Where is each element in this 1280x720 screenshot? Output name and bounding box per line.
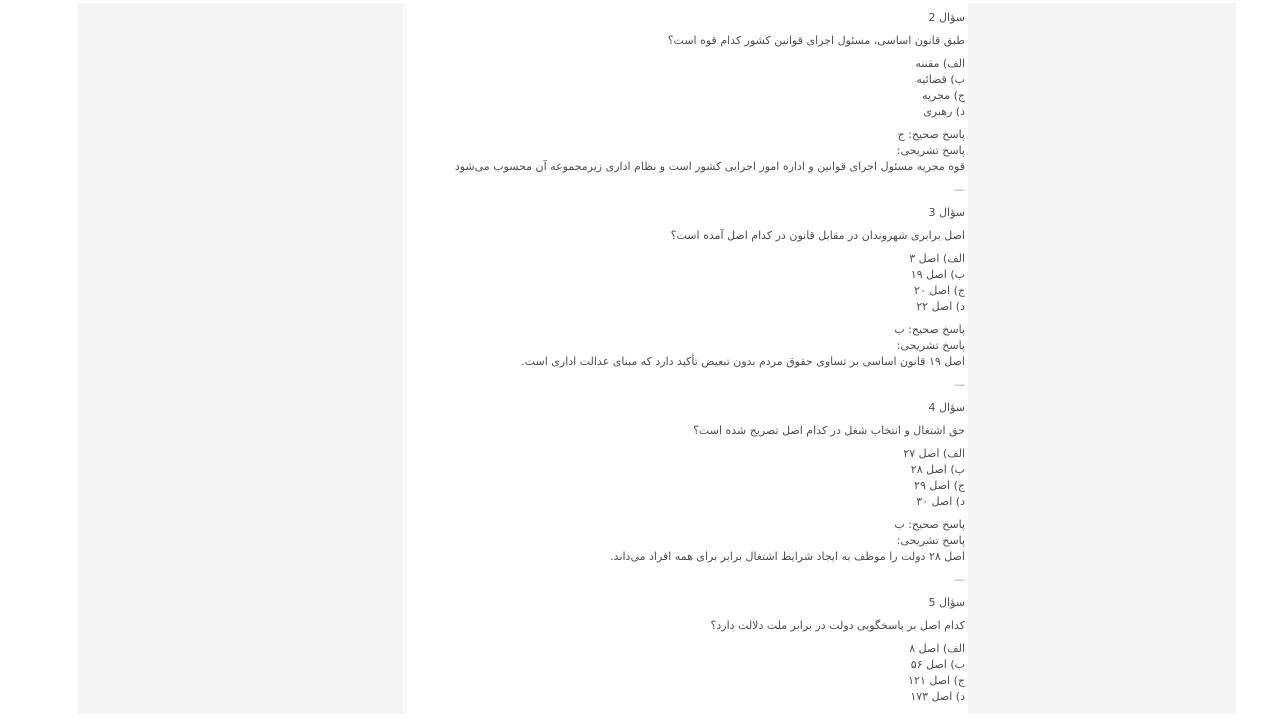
option-b: ب) اصل ۵۶ (910, 658, 965, 671)
question-text: کدام اصل بر پاسخگویی دولت در برابر ملت دلالت دارد؟ (710, 619, 965, 632)
question-title: سؤال 4 (928, 401, 965, 414)
question-options (413, 56, 965, 120)
option-a: الف) اصل ۳ (909, 252, 965, 265)
explanation-label: پاسخ تشریحی: (896, 144, 965, 157)
explanation-text: قوه مجریه مسئول اجرای قوانین و اداره امور اجرایی کشور است و نظام اداری زیرمجموعه آن محسوب می‌شود (454, 160, 965, 173)
explanation-label: پاسخ تشریحی: (896, 534, 965, 547)
answer-block (413, 322, 965, 370)
question-title: سؤال 5 (928, 596, 965, 609)
question-options (413, 641, 965, 705)
answer-block (413, 127, 965, 175)
option-c: ج) اصل ۱۲۱ (908, 674, 965, 687)
explanation-label: پاسخ تشریحی: (896, 339, 965, 352)
option-d: د) اصل ۳۰ (916, 495, 965, 508)
option-a: الف) اصل ۲۷ (903, 447, 965, 460)
right-margin-panel (968, 3, 1236, 714)
option-a: الف) اصل ۸ (909, 642, 965, 655)
question-block (413, 10, 965, 198)
option-b: ب) اصل ۱۹ (910, 268, 965, 281)
correct-answer: پاسخ صحیح: ج (897, 128, 965, 141)
option-a: الف) مقننه (915, 57, 965, 70)
option-c: ج) اصل ۲۹ (914, 479, 965, 492)
question-options (413, 251, 965, 315)
section-separator: — (954, 573, 965, 586)
question-options (413, 446, 965, 510)
explanation-text: اصل ۱۹ قانون اساسی بر تساوی حقوق مردم بدون تبعیض تأکید دارد که مبنای عدالت اداری است. (521, 355, 965, 368)
document-content-area (407, 0, 968, 720)
option-d: د) اصل ۱۷۳ (910, 690, 965, 703)
question-text: طبق قانون اساسی، مسئول اجرای قوانین کشور کدام قوه است؟ (667, 34, 965, 47)
option-b: ب) قضائیه (916, 73, 965, 86)
question-block (413, 400, 965, 588)
answer-block (413, 517, 965, 565)
question-title: سؤال 2 (928, 11, 965, 24)
option-c: ج) مجریه (922, 89, 965, 102)
left-margin-panel (77, 3, 403, 714)
question-block (413, 205, 965, 393)
question-text: حق اشتغال و انتخاب شغل در کدام اصل تصریح شده است؟ (693, 424, 965, 437)
section-separator: — (954, 378, 965, 391)
question-title: سؤال 3 (928, 206, 965, 219)
correct-answer: پاسخ صحیح: ب (894, 323, 965, 336)
option-d: د) رهبری (923, 105, 965, 118)
option-b: ب) اصل ۲۸ (910, 463, 965, 476)
question-block (413, 595, 965, 705)
section-separator: — (954, 183, 965, 196)
option-d: د) اصل ۲۲ (916, 300, 965, 313)
explanation-text: اصل ۲۸ دولت را موظف به ایجاد شرایط اشتغال برابر برای همه افراد می‌داند. (610, 550, 965, 563)
correct-answer: پاسخ صحیح: ب (894, 518, 965, 531)
option-c: ج) اصل ۲۰ (914, 284, 965, 297)
question-text: اصل برابری شهروندان در مقابل قانون در کدام اصل آمده است؟ (670, 229, 965, 242)
